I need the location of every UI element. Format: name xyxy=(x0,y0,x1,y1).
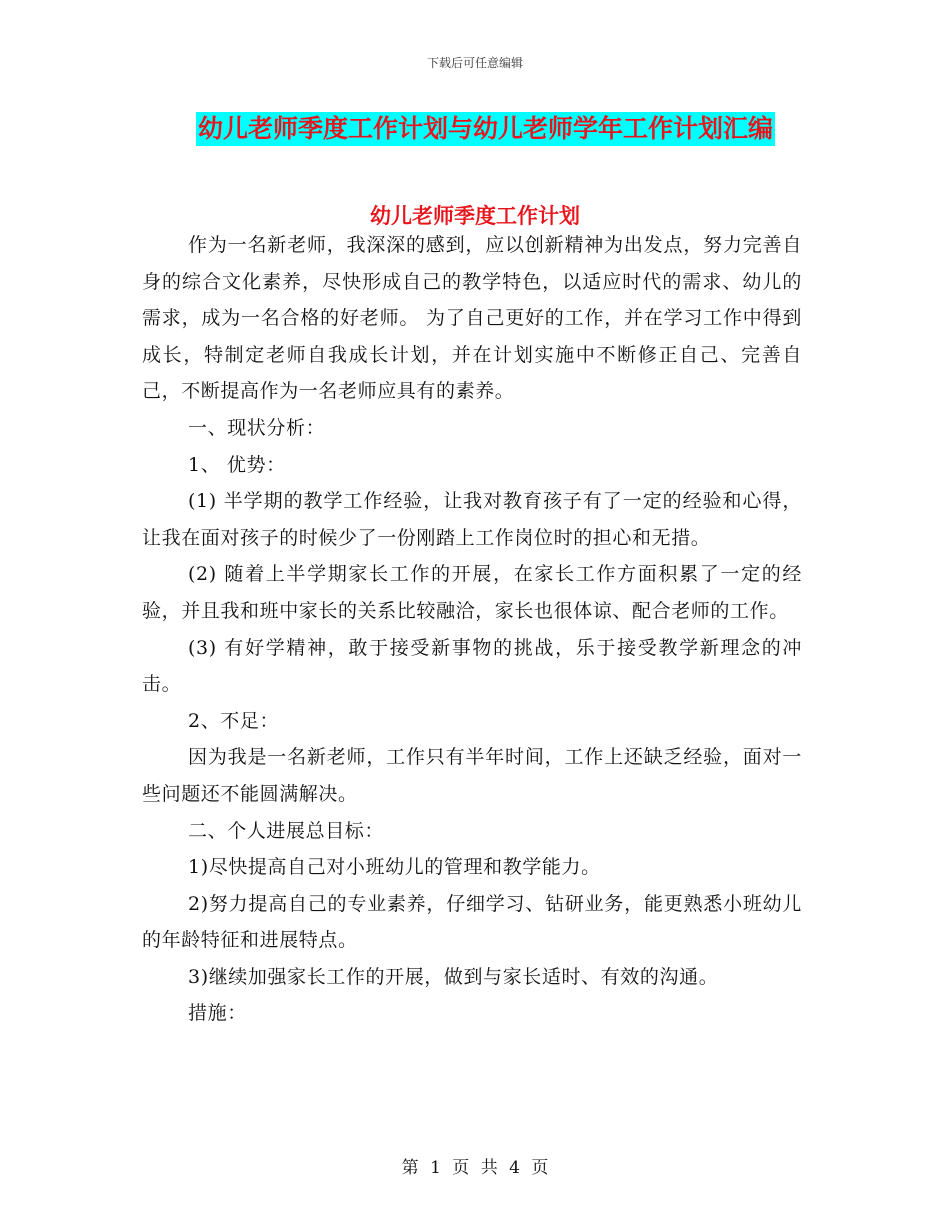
paragraph-strength-1: (1) 半学期的教学工作经验，让我对教育孩子有了一定的经验和心得，让我在面对孩子的时候少了一份刚踏上工作岗位时的担心和无措。 xyxy=(142,490,802,549)
heading-strengths: 1、 优势： xyxy=(188,453,286,476)
document-body xyxy=(142,227,802,1032)
paragraph-weakness: 因为我是一名新老师，工作只有半年时间，工作上还缺乏经验，面对一些问题还不能圆满解决。 xyxy=(142,746,802,805)
heading-status-analysis: 一、现状分析： xyxy=(188,416,326,439)
paragraph-strength-3: (3) 有好学精神，敢于接受新事物的挑战，乐于接受教学新理念的冲击。 xyxy=(142,636,802,696)
paragraph-goal-1: 1)尽快提高自己对小班幼儿的管理和教学能力。 xyxy=(188,856,601,879)
paragraph-strength-2: (2) 随着上半学期家长工作的开展，在家长工作方面积累了一定的经验，并且我和班中家长的关系比较融洽，家长也很体谅、配合老师的工作。 xyxy=(142,563,802,622)
paragraph-intro: 作为一名新老师，我深深的感到，应以创新精神为出发点，努力完善自身的综合文化素养，尽快形成自己的教学特色，以适应时代的需求、幼儿的需求，成为一名合格的好老师。 为了自己更好的工作，并在学习工作中得到成长，特制定老师自我成长计划，并在计划实施中不断修正自己、完善自己，不断提高作为一名老师应具有的素养。 xyxy=(142,234,802,403)
heading-weaknesses: 2、不足： xyxy=(188,709,280,732)
heading-goals: 二、个人进展总目标： xyxy=(188,819,385,842)
paragraph-goal-3: 3)继续加强家长工作的开展，做到与家长适时、有效的沟通。 xyxy=(188,965,719,988)
page-number-footer: 第 1 页 共 4 页 xyxy=(401,1158,549,1178)
section-title: 幼儿老师季度工作计划 xyxy=(370,203,580,228)
document-title: 幼儿老师季度工作计划与幼儿老师学年工作计划汇编 xyxy=(196,112,775,146)
heading-measures: 措施： xyxy=(188,1002,247,1025)
page-header-note: 下载后可任意编辑 xyxy=(426,56,523,70)
paragraph-goal-2: 2)努力提高自己的专业素养，仔细学习、钻研业务，能更熟悉小班幼儿的年龄特征和进展特点。 xyxy=(142,892,802,952)
